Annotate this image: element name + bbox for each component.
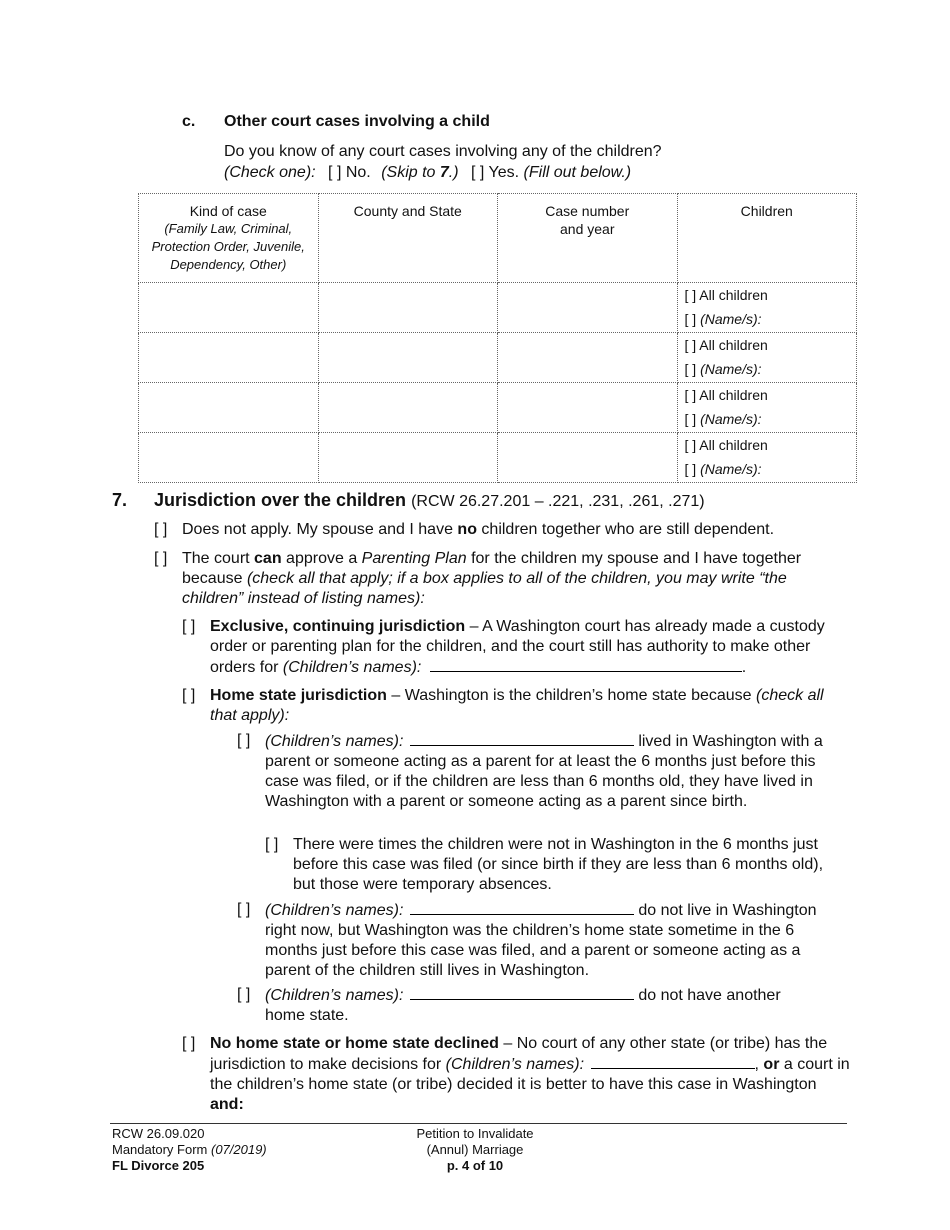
section-c-check-line	[224, 164, 631, 182]
table-row	[139, 433, 857, 483]
home-c-text: (Children’s names): do not have another home state.	[265, 987, 781, 1024]
no-checkbox[interactable]: [ ] No.	[328, 164, 371, 181]
cell-case[interactable]	[498, 283, 678, 333]
cell-kind[interactable]	[139, 433, 319, 483]
section-7-title: Jurisdiction over the children	[154, 490, 407, 510]
section-7-number: 7.	[112, 490, 128, 510]
footer-left	[112, 1126, 267, 1174]
footer-mandatory: Mandatory Form (07/2019)	[112, 1142, 267, 1157]
cell-county[interactable]	[318, 433, 498, 483]
home-a-checkbox[interactable]: [ ]	[237, 732, 251, 749]
court-can-checkbox[interactable]: [ ]	[154, 550, 168, 567]
table-row	[139, 283, 857, 333]
all-children-checkbox[interactable]: [ ] All children	[684, 337, 768, 353]
fill-text: (Fill out below.)	[523, 164, 632, 181]
names-checkbox[interactable]: [ ] (Name/s):	[684, 361, 762, 377]
no-home-names-field[interactable]	[591, 1054, 755, 1069]
check-one-label: (Check one):	[224, 164, 316, 181]
exclusive-names-field[interactable]	[430, 657, 742, 672]
section-c-title: Other court cases involving a child	[224, 113, 490, 130]
home-state-text: Home state jurisdiction – Washington is the children’s home state because (check all that apply):	[210, 687, 824, 724]
names-checkbox[interactable]: [ ] (Name/s):	[684, 411, 762, 427]
skip-text: (Skip to 7.)	[381, 164, 459, 181]
cell-children	[677, 433, 857, 483]
table-header-row	[139, 194, 857, 283]
cell-kind[interactable]	[139, 383, 319, 433]
footer-center	[375, 1126, 575, 1174]
names-checkbox[interactable]: [ ] (Name/s):	[684, 461, 762, 477]
all-children-checkbox[interactable]: [ ] All children	[684, 387, 768, 403]
section-7-heading	[154, 490, 705, 511]
cell-children	[677, 333, 857, 383]
cell-county[interactable]	[318, 383, 498, 433]
no-home-state-checkbox[interactable]: [ ]	[182, 1035, 196, 1052]
home-b-text: (Children’s names): do not live in Washington right now, but Washington was the children’s home state sometime in the 6 months just before this case was filed, and a parent or someone acting as a parent of the children still lives in Washington.	[265, 902, 817, 979]
court-can-text: The court can approve a Parenting Plan for the children my spouse and I have together because (check all that apply; if a box applies to all of the children, you may write “the children” instead of listing names):	[182, 550, 802, 607]
header-kind-of-case: Kind of case (Family Law, Criminal, Protection Order, Juvenile, Dependency, Other)	[139, 194, 319, 283]
temporary-absence-checkbox[interactable]: [ ]	[265, 836, 279, 853]
cell-children	[677, 383, 857, 433]
section-c-letter: c.	[182, 113, 196, 130]
header-kind-sub: (Family Law, Criminal, Protection Order, Juvenile, Dependency, Other)	[151, 221, 305, 272]
footer-title-2: (Annul) Marriage	[426, 1142, 524, 1157]
home-a-names-field[interactable]	[410, 731, 634, 746]
court-cases-table	[138, 193, 857, 483]
home-b-checkbox[interactable]: [ ]	[237, 901, 251, 918]
cell-county[interactable]	[318, 333, 498, 383]
cell-case[interactable]	[498, 383, 678, 433]
footer-form-id: FL Divorce 205	[112, 1158, 205, 1173]
yes-checkbox[interactable]: [ ] Yes.	[471, 164, 520, 181]
footer-rcw: RCW 26.09.020	[112, 1126, 205, 1141]
not-apply-checkbox[interactable]: [ ]	[154, 521, 168, 538]
not-apply-text: Does not apply. My spouse and I have no children together who are still dependent.	[182, 521, 775, 538]
home-b-names-field[interactable]	[410, 900, 634, 915]
cell-case[interactable]	[498, 333, 678, 383]
all-children-checkbox[interactable]: [ ] All children	[684, 287, 768, 303]
section-7-rcw: (RCW 26.27.201 – .221, .231, .261, .271)	[411, 493, 705, 510]
cell-case[interactable]	[498, 433, 678, 483]
cell-county[interactable]	[318, 283, 498, 333]
exclusive-text: Exclusive, continuing jurisdiction – A Washington court has already made a custody order or parenting plan for the children, and the court still has authority to make other orders for (Children’s names): .	[210, 618, 825, 676]
temporary-absence-text: There were times the children were not in Washington in the 6 months just before this case was filed (or since birth if they are less than 6 months old), but those were temporary absences.	[293, 836, 824, 893]
home-c-names-field[interactable]	[410, 985, 634, 1000]
home-state-checkbox[interactable]: [ ]	[182, 687, 196, 704]
table-row	[139, 383, 857, 433]
exclusive-checkbox[interactable]: [ ]	[182, 618, 196, 635]
footer-divider	[110, 1123, 847, 1124]
home-c-checkbox[interactable]: [ ]	[237, 986, 251, 1003]
header-county-state: County and State	[318, 194, 498, 283]
cell-children	[677, 283, 857, 333]
section-c-question: Do you know of any court cases involving any of the children?	[224, 143, 662, 160]
footer-title-1: Petition to Invalidate	[416, 1126, 534, 1141]
names-checkbox[interactable]: [ ] (Name/s):	[684, 311, 762, 327]
cell-kind[interactable]	[139, 283, 319, 333]
header-case-number: Case number and year	[498, 194, 678, 283]
header-children: Children	[677, 194, 857, 283]
all-children-checkbox[interactable]: [ ] All children	[684, 437, 768, 453]
no-home-state-text: No home state or home state declined – No court of any other state (or tribe) has the jurisdiction to make decisions for (Children’s names): , or a court in the children’s home state (or tribe) decided it is better to have this case in Washington and:	[210, 1035, 850, 1113]
cell-kind[interactable]	[139, 333, 319, 383]
footer-page: p. 4 of 10	[446, 1158, 504, 1173]
home-a-text: (Children’s names): lived in Washington with a parent or someone acting as a parent for at least the 6 months just before this case was filed, or if the children are less than 6 months old, they have lived in Washington with a parent or someone acting as a parent since birth.	[265, 733, 823, 810]
table-row	[139, 333, 857, 383]
